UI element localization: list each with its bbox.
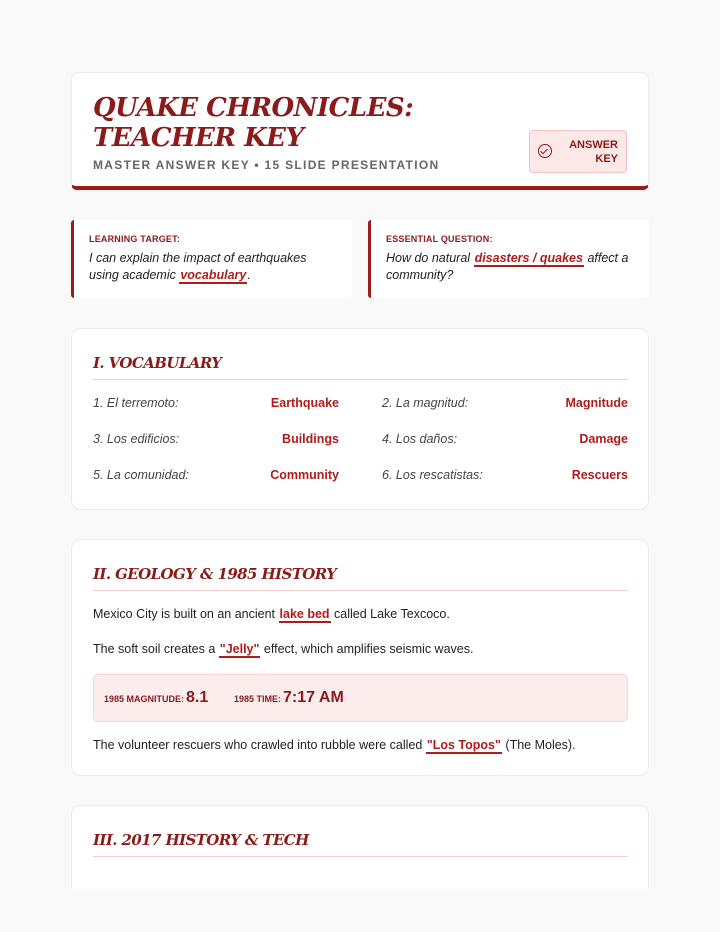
- time-fact: 1985 TIME: 7:17 AM: [234, 689, 344, 706]
- header-card: [71, 72, 649, 190]
- history-2017-title: III. 2017 HISTORY & TECH: [93, 831, 628, 857]
- check-circle-icon: [538, 144, 552, 158]
- geology-title: II. GEOLOGY & 1985 HISTORY: [93, 565, 628, 591]
- vocabulary-title: I. VOCABULARY: [93, 354, 628, 380]
- vocab-item: 4. Los daños: Damage: [382, 432, 628, 446]
- page-subtitle: MASTER ANSWER KEY • 15 SLIDE PRESENTATION: [93, 158, 440, 172]
- learning-target-text: I can explain the impact of earthquakes using academic vocabulary.: [89, 251, 307, 282]
- essential-question-label: ESSENTIAL QUESTION:: [386, 234, 493, 244]
- los-topos-answer: "Los Topos": [426, 738, 501, 752]
- vocab-answer: Magnitude: [565, 396, 628, 410]
- vocab-answer: Rescuers: [571, 468, 628, 482]
- badge-label: ANSWER KEY: [569, 139, 618, 165]
- vocab-answer: Earthquake: [270, 396, 339, 410]
- vocab-answer: Damage: [579, 432, 628, 446]
- facts-box: [93, 674, 628, 722]
- vocab-answer: Community: [270, 468, 339, 482]
- learning-target-answer: vocabulary: [180, 268, 247, 282]
- vocab-item: 2. La magnitud: Magnitude: [382, 396, 628, 410]
- vocab-item: 3. Los edificios: Buildings: [93, 432, 339, 446]
- geology-section: [71, 539, 649, 776]
- jelly-answer: "Jelly": [219, 642, 260, 656]
- geology-paragraph-lakebed: Mexico City is built on an ancient lake bed called Lake Texcoco.: [93, 607, 450, 621]
- geology-paragraph-topos: The volunteer rescuers who crawled into rubble were called "Los Topos" (The Moles).: [93, 738, 576, 752]
- essential-question-text: How do natural disasters / quakes affect a community?: [386, 251, 629, 282]
- geology-paragraph-jelly: The soft soil creates a "Jelly" effect, which amplifies seismic waves.: [93, 642, 474, 656]
- page-bottom-margin: [0, 889, 720, 932]
- answer-key-badge: [529, 130, 627, 173]
- vocab-item: 6. Los rescatistas: Rescuers: [382, 468, 628, 482]
- vocabulary-section: [71, 328, 649, 510]
- essential-question-answer: disasters / quakes: [474, 251, 583, 265]
- essential-question-box: [368, 220, 649, 298]
- vocab-item: 1. El terremoto: Earthquake: [93, 396, 339, 410]
- magnitude-fact: 1985 MAGNITUDE: 8.1: [104, 689, 209, 706]
- vocab-item: 5. La comunidad: Community: [93, 468, 339, 482]
- page-title: QUAKE CHRONICLES: TEACHER KEY: [93, 93, 414, 153]
- vocab-answer: Buildings: [282, 432, 339, 446]
- lake-bed-answer: lake bed: [279, 607, 330, 621]
- learning-target-label: LEARNING TARGET:: [89, 234, 181, 244]
- learning-target-box: [71, 220, 352, 298]
